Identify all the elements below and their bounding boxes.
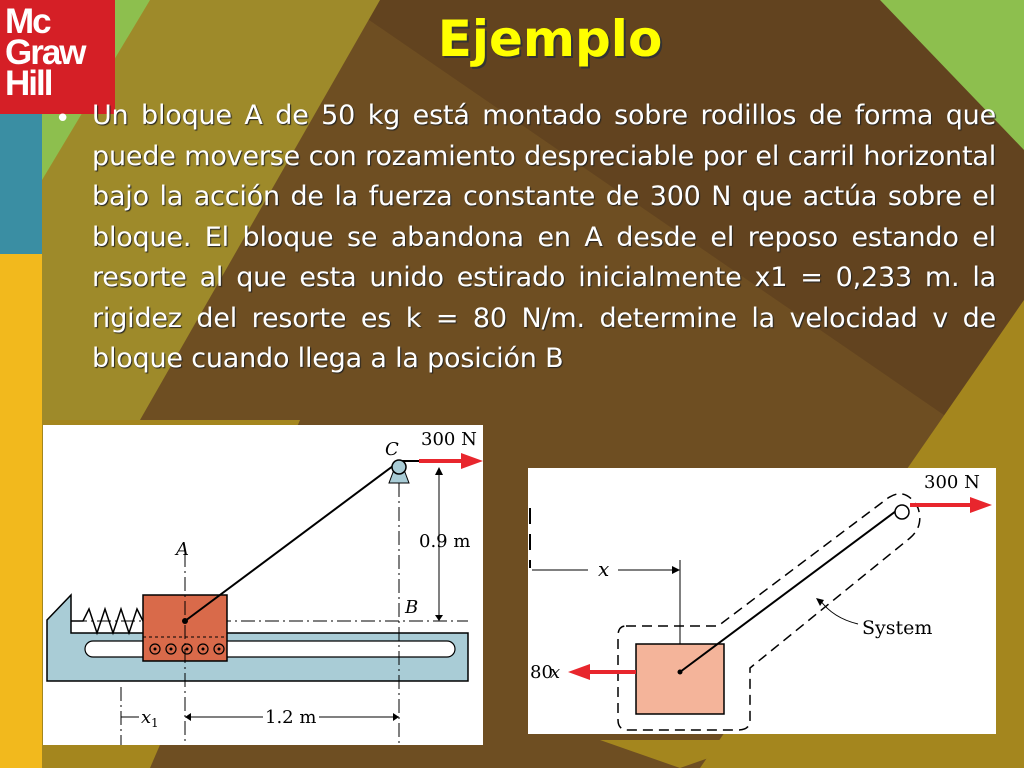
free-body-system-diagram xyxy=(528,468,996,734)
label-force-right: 300 N xyxy=(924,472,980,493)
free-body-pulley xyxy=(895,505,909,519)
slide-title: Ejemplo xyxy=(437,10,663,68)
label-distance: 1.2 m xyxy=(265,707,317,728)
label-b: B xyxy=(405,597,419,618)
pulley xyxy=(392,460,406,474)
logo-line-2: Graw xyxy=(5,33,85,72)
label-x1-subscript: 1 xyxy=(151,716,159,730)
label-c: C xyxy=(385,439,399,460)
logo-line-3: Hill xyxy=(5,64,52,103)
free-body-block xyxy=(636,644,724,714)
label-x: x xyxy=(598,557,610,581)
problem-statement: Un bloque A de 50 kg está montado sobre rodillos de forma que puede moverse con rozamiento despreciable por el carril horizontal bajo la acción de la fuerza constante de 300 N que actúa sobre el bloque. El bloque se abandona en A desde el reposo estando el resorte al que esta unido estirado inicialmente x1 = 0,233 m. la rigidez del resorte es k = 80 N/m. determine la velocidad v de bloque cuando llega a la posición B xyxy=(92,100,996,374)
free-body-cable xyxy=(680,508,900,672)
mechanism-diagram xyxy=(43,425,483,745)
bullet-marker: • xyxy=(55,104,71,134)
label-system: System xyxy=(862,617,933,639)
label-force-left: 300 N xyxy=(421,429,477,450)
label-x1: x xyxy=(141,707,152,728)
label-a: A xyxy=(176,539,189,560)
label-spring-force: 80 xyxy=(530,662,553,683)
force-arrow-head xyxy=(461,453,483,469)
cable xyxy=(185,463,397,621)
label-height: 0.9 m xyxy=(419,531,471,552)
logo-line-1: Mc xyxy=(5,2,50,41)
label-spring-force-var: x xyxy=(550,662,561,683)
